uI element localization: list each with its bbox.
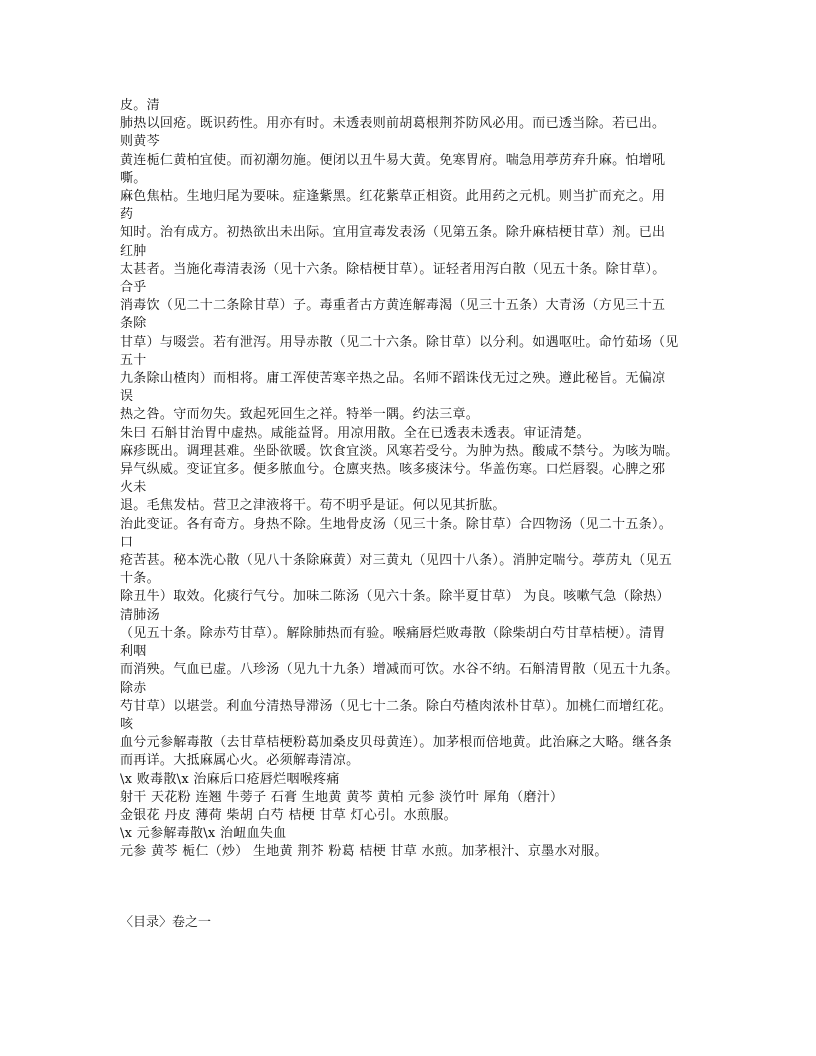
text-line: 条除 (120, 316, 147, 332)
text-line: 朱曰 石斛甘治胃中虚热。咸能益肾。用凉用散。全在已透表未透表。审证清楚。 (120, 425, 590, 441)
text-line: 黄连栀仁黄柏宜使。而初潮勿施。便闭以丑牛易大黄。免寒胃府。喘急用葶苈弃升麻。怕增吼 (120, 152, 666, 168)
text-line: 肺热以回疮。既识药性。用亦有时。未透表则前胡葛根荆芥防风必用。而已透当除。若已出。 (120, 116, 666, 132)
text-line: 利咽 (120, 644, 147, 660)
ingredient-line: 射干 天花粉 连翘 牛蒡子 石膏 生地黄 黄芩 黄柏 元参 淡竹叶 犀角（磨汁） (120, 789, 564, 805)
text-line: 热之咎。守而勿失。致起死回生之祥。特举一隅。约法三章。 (120, 407, 480, 423)
text-line: 芍甘草）以堪尝。利血兮清热导滞汤（见七十二条。除白芍楂肉浓朴甘草）。加桃仁而增红花。 (120, 698, 673, 714)
text-line: 除丑牛）取效。化痰行气兮。加味二陈汤（见六十条。除半夏甘草） 为良。咳嗽气急（除热） (120, 589, 670, 605)
text-line: 五十 (120, 352, 147, 368)
text-line: 皮。清 (120, 98, 160, 113)
text-line: 治此变证。各有奇方。身热不除。生地骨皮汤（见三十条。除甘草）合四物汤（见二十五条）。 (120, 516, 673, 532)
text-line: 麻疹既出。调理甚难。坐卧欲暖。饮食宜淡。风寒若受兮。为肿为热。酸咸不禁兮。为咳为喘。 (120, 443, 679, 459)
text-line: 而消殃。气血已虚。八珍汤（见九十九条）增减而可饮。水谷不纳。石斛清胃散（见五十九条。 (120, 662, 679, 678)
section-heading: \x 败毒散\x 治麻后口疮唇烂咽喉疼痛 (120, 771, 340, 787)
text-line: 知时。治有成方。初热欲出未出际。宜用宣毒发表汤（见第五条。除升麻桔梗甘草）剂。已出 (120, 225, 666, 241)
text-line: （见五十条。除赤芍甘草）。解除肺热而有验。喉痛唇烂败毒散（除柴胡白芍甘草桔梗）。清胃 (120, 625, 666, 641)
text-line: 咳 (120, 716, 134, 732)
ingredient-line: 元参 黄芩 栀仁（炒） 生地黄 荆芥 粉葛 桔梗 甘草 水煎。加茅根汁、京墨水对服。 (120, 844, 608, 860)
text-line: 口 (120, 534, 134, 550)
table-of-contents-link[interactable]: 〈目录〉卷之一 (120, 915, 212, 930)
text-line: 消毒饮（见二十二条除甘草）子。毒重者古方黄连解毒渴（见三十五条）大青汤（方见三十五 (120, 298, 666, 314)
document-body (120, 97, 700, 862)
text-line: 清肺汤 (120, 607, 160, 623)
text-line: 退。毛焦发枯。营卫之津液将干。苟不明乎是证。何以见其折肱。 (120, 498, 506, 514)
text-line: 合乎 (120, 280, 147, 296)
section-heading: \x 元参解毒散\x 治衄血失血 (120, 826, 287, 842)
text-line: 误 (120, 389, 134, 405)
text-line: 除赤 (120, 680, 147, 696)
text-line: 火未 (120, 480, 147, 496)
text-line: 而再详。大抵麻属心火。必须解毒清凉。 (120, 753, 360, 769)
text-line: 红肿 (120, 243, 147, 259)
text-line: 九条除山楂肉）而相将。庸工浑使苦寒辛热之品。名师不蹈诛伐无过之殃。遵此秘旨。无偏凉 (120, 371, 666, 387)
text-line: 药 (120, 207, 134, 223)
text-line: 甘草）与啜尝。若有泄泻。用导赤散（见二十六条。除甘草）以分利。如遇呕吐。命竹茹场（见 (120, 334, 679, 350)
ingredient-line: 金银花 丹皮 薄荷 柴胡 白芍 桔梗 甘草 灯心引。水煎服。 (120, 807, 457, 823)
text-line: 太甚者。当施化毒清表汤（见十六条。除桔梗甘草）。证轻者用泻白散（见五十条。除甘草）。 (120, 261, 666, 277)
text-line: 则黄芩 (120, 134, 160, 150)
text-line: 血兮元参解毒散（去甘草桔梗粉葛加桑皮贝母黄连）。加茅根而倍地黄。此治麻之大略。继各条 (120, 735, 673, 751)
text-line: 嘶。 (120, 170, 147, 186)
text-line: 异气纵威。变证宜多。便多脓血兮。仓廪夹热。咳多痰沫兮。华盖伤寒。口烂唇裂。心脾之邪 (120, 462, 666, 478)
text-line: 麻色焦枯。生地归尾为要味。症逢紫黑。红花紫草正相资。此用药之元机。则当扩而充之。用 (120, 189, 666, 205)
text-line: 十条。 (120, 571, 160, 587)
text-line: 疮苦甚。秘本洗心散（见八十条除麻黄）对三黄丸（见四十八条）。消肿定喘兮。葶苈丸（见五 (120, 553, 673, 569)
